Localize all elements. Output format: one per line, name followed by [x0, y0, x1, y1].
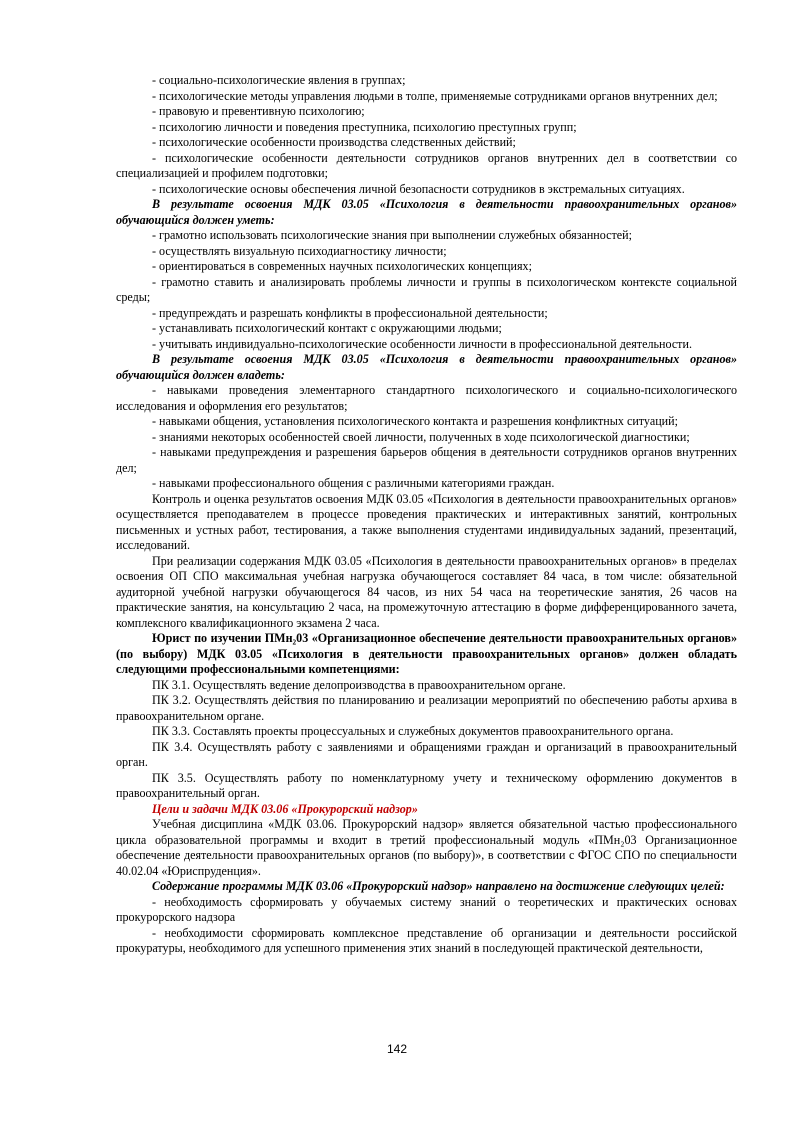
- paragraph: - психологические методы управления людьми в толпе, применяемые сотрудниками органов внутренних дел;: [152, 88, 718, 103]
- paragraph: - психологические основы обеспечения личной безопасности сотрудников в экстремальных ситуациях.: [152, 181, 685, 196]
- paragraph: - предупреждать и разрешать конфликты в профессиональной деятельности;: [152, 305, 548, 320]
- paragraph: - навыками общения, установления психологического контакта и разрешения конфликтных ситуаций;: [152, 414, 678, 428]
- paragraph: Цели и задачи МДК 03.06 «Прокурорский надзор»: [152, 801, 418, 816]
- paragraph: - психологию личности и поведения преступника, психологию преступных групп;: [152, 119, 577, 134]
- paragraph: - необходимость сформировать у обучаемых систему знаний о теоретических и практических основах прокурорского надзора: [116, 894, 737, 924]
- paragraph: В результате освоения МДК 03.05 «Психология в деятельности правоохранительных органов» обучающийся должен владеть:: [116, 352, 737, 382]
- paragraph: ПК 3.1. Осуществлять ведение делопроизводства в правоохранительном органе.: [152, 677, 566, 692]
- paragraph: При реализации содержания МДК 03.05 «Психология в деятельности правоохранительных органов» в пределах освоения ОП СПО максимальная учебная нагрузка обучающегося составляет 84 часа, в том числе: обязательной аудиторной учебной нагрузки обучающегося 84 часов, из них 54 часа на теоретические занятия, 26 часов на практические занятия, на консультацию 2 часа, на промежуточную аттестацию в форме дифференцированного зачета, комплексного квалификационного экзамена 2 часа.: [116, 553, 737, 630]
- paragraph: ПК 3.5. Осуществлять работу по номенклатурному учету и техническому оформлению документов в правоохранительный орган.: [116, 770, 737, 800]
- paragraph: - ориентироваться в современных научных психологических концепциях;: [152, 259, 532, 273]
- paragraph: - устанавливать психологический контакт с окружающими людьми;: [152, 321, 502, 335]
- paragraph: - правовую и превентивную психологию;: [152, 104, 365, 118]
- paragraph: ПК 3.3. Составлять проекты процессуальных и служебных документов правоохранительного органа.: [152, 724, 674, 738]
- paragraph: - учитывать индивидуально-психологические особенности личности в профессиональной деятельности.: [152, 336, 692, 351]
- paragraph: - грамотно ставить и анализировать проблемы личности и группы в психологическом контексте социальной среды;: [116, 274, 737, 304]
- paragraph: - психологические особенности деятельности сотрудников органов внутренних дел в соответствии со специализацией и профилем подготовки;: [116, 150, 737, 180]
- paragraph: ПК 3.2. Осуществлять действия по планированию и реализации мероприятий по обеспечению работы архива в правоохранительном органе.: [116, 693, 737, 723]
- paragraph: - навыками профессионального общения с различными категориями граждан.: [152, 476, 555, 490]
- document-body: [116, 73, 737, 957]
- paragraph: В результате освоения МДК 03.05 «Психология в деятельности правоохранительных органов» обучающийся должен уметь:: [116, 197, 737, 227]
- paragraph: - социально-психологические явления в группах;: [152, 73, 406, 87]
- paragraph: Контроль и оценка результатов освоения МДК 03.05 «Психология в деятельности правоохранительных органов» осуществляется преподавателем в процессе проведения практических и интерактивных занятий, контрольных письменных и устных работ, тестирования, а также выполнения студентами индивидуальных заданий, презентаций, исследований.: [116, 491, 737, 552]
- paragraph: - навыками проведения элементарного стандартного психологического и социально-психологического исследования и оформления его результатов;: [116, 383, 737, 413]
- page-number: 142: [386, 1042, 408, 1056]
- paragraph: - психологические особенности производства следственных действий;: [152, 135, 516, 149]
- paragraph: - навыками предупреждения и разрешения барьеров общения в деятельности сотрудников органов внутренних дел;: [116, 445, 737, 475]
- paragraph: Учебная дисциплина «МДК 03.06. Прокурорский надзор» является обязательной частью профессионального цикла образовательной программы и входит в третий профессиональный модуль «ПМн₂03 Организационное обеспечение деятельности правоохранительных органов (по выбору)», в соответствии с ФГОС СПО по специальности 40.02.04 «Юриспруденция».: [116, 817, 737, 878]
- paragraph: Содержание программы МДК 03.06 «Прокурорский надзор» направлено на достижение следующих целей:: [152, 879, 725, 893]
- paragraph: - знаниями некоторых особенностей своей личности, полученных в ходе психологической диагностики;: [152, 429, 690, 444]
- paragraph: - осуществлять визуальную психодиагностику личности;: [152, 243, 447, 258]
- paragraph: Юрист по изучении ПМн₂03 «Организационное обеспечение деятельности правоохранительных органов» (по выбору) МДК 03.05 «Психология в деятельности правоохранительных органов» должен обладать следующими профессиональными компетенциями:: [116, 631, 737, 676]
- paragraph: - грамотно использовать психологические знания при выполнении служебных обязанностей;: [152, 228, 632, 242]
- paragraph: - необходимости сформировать комплексное представление об организации и деятельности российской прокуратуры, необходимого для успешного применения этих знаний в последующей практической деятельности,: [116, 925, 737, 955]
- paragraph: ПК 3.4. Осуществлять работу с заявлениями и обращениями граждан и организаций в правоохранительный орган.: [116, 739, 737, 769]
